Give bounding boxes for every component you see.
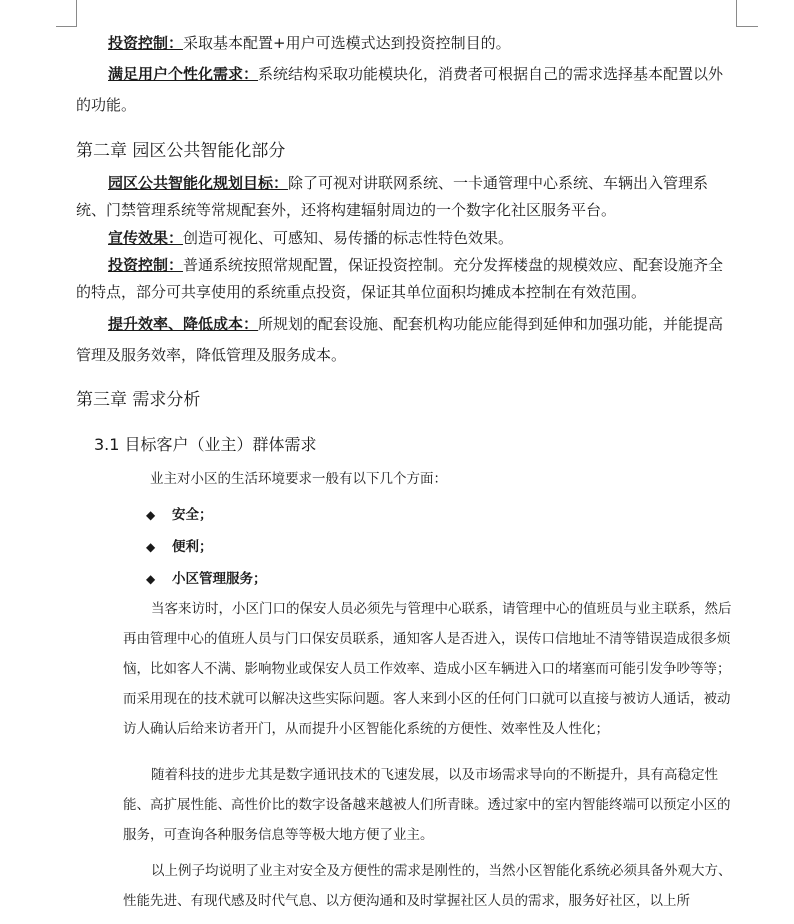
term-label: 投资控制：	[108, 34, 184, 52]
section-3-1-title: 3.1 目标客户（业主）群体需求	[94, 435, 317, 454]
paragraph-efficiency	[76, 309, 738, 371]
term-label: 园区公共智能化规划目标：	[108, 174, 289, 192]
paragraph-visitor-scenario: 当客来访时，小区门口的保安人员必须先与管理中心联系，请管理中心的值班员与业主联系，然后再由管理中心的值班人员与门口保安员联系，通知客人是否进入，误传口信地址不清等错误造成很多烦恼，比如客人不满、影响物业或保安人员工作效率、造成小区车辆进入口的堵塞而可能引发争吵等等；而采用现在的技术就可以解决这些实际问题。客人来到小区的任何门口就可以直接与被访人通话，被动访人确认后给来访者开门，从而提升小区智能化系统的方便性、效率性及人性化；	[123, 601, 732, 737]
diamond-bullet-icon: ◆	[146, 508, 156, 522]
paragraph-planning-goal	[76, 170, 738, 224]
bullet-item	[146, 535, 213, 555]
crop-mark-right	[736, 0, 737, 26]
crop-mark-left-h	[56, 26, 77, 27]
paragraph-text: 除了可视对讲联网系统、一卡通管理中心系统、车辆出入管理系统、门禁管理系统等常规配套外，还将构建辐射周边的一个数字化社区服务平台。	[76, 174, 709, 219]
paragraph-text: 采取基本配置+用户可选模式达到投资控制目的。	[183, 34, 511, 52]
paragraph-text: 普通系统按照常规配置，保证投资控制。充分发挥楼盘的规模效应、配套设施齐全的特点，部分可共享使用的系统重点投资，保证其单位面积均摊成本控制在有效范围。	[76, 256, 724, 301]
chapter-2-title: 第二章 园区公共智能化部分	[76, 141, 286, 161]
paragraph-conclusion: 以上例子均说明了业主对安全及方便性的需求是刚性的，当然小区智能化系统必须具备外观大方、性能先进、有现代感及时代气息、以方便沟通和及时掌握社区人员的需求，服务好社区，以上所	[123, 863, 732, 909]
bullet-label: 小区管理服务；	[172, 571, 267, 587]
bullet-item	[146, 503, 213, 523]
paragraph-investment-control	[76, 30, 738, 57]
term-label: 提升效率、降低成本：	[108, 315, 259, 333]
crop-mark-left	[76, 0, 77, 26]
diamond-bullet-icon: ◆	[146, 540, 156, 554]
term-label: 宣传效果：	[108, 229, 184, 247]
chapter-3-title: 第三章 需求分析	[76, 390, 201, 410]
paragraph-publicity	[76, 225, 738, 252]
bullet-item	[146, 567, 267, 587]
crop-mark-right-h	[736, 26, 758, 27]
paragraph-text: 所规划的配套设施、配套机构功能应能得到延伸和加强功能，并能提高管理及服务效率，降低管理及服务成本。	[76, 315, 724, 364]
paragraph-personalization	[76, 59, 738, 121]
diamond-bullet-icon: ◆	[146, 572, 156, 586]
term-label: 投资控制：	[108, 256, 184, 274]
paragraph-investment-control-2	[76, 252, 738, 306]
term-label: 满足用户个性化需求：	[108, 65, 259, 83]
paragraph-text: 创造可视化、可感知、易传播的标志性特色效果。	[183, 229, 514, 247]
paragraph-text: 系统结构采取功能模块化，消费者可根据自己的需求选择基本配置以外的功能。	[76, 65, 724, 114]
paragraph-technology: 随着科技的进步尤其是数字通讯技术的飞速发展，以及市场需求导向的不断提升，具有高稳定性能、高扩展性能、高性价比的数字设备越来越被人们所青睐。透过家中的室内智能终端可以预定小区的服务，可查询各种服务信息等等极大地方便了业主。	[123, 767, 731, 843]
requirements-intro: 业主对小区的生活环境要求一般有以下几个方面：	[150, 471, 447, 487]
bullet-label: 便利；	[172, 539, 213, 555]
bullet-label: 安全；	[172, 507, 213, 523]
